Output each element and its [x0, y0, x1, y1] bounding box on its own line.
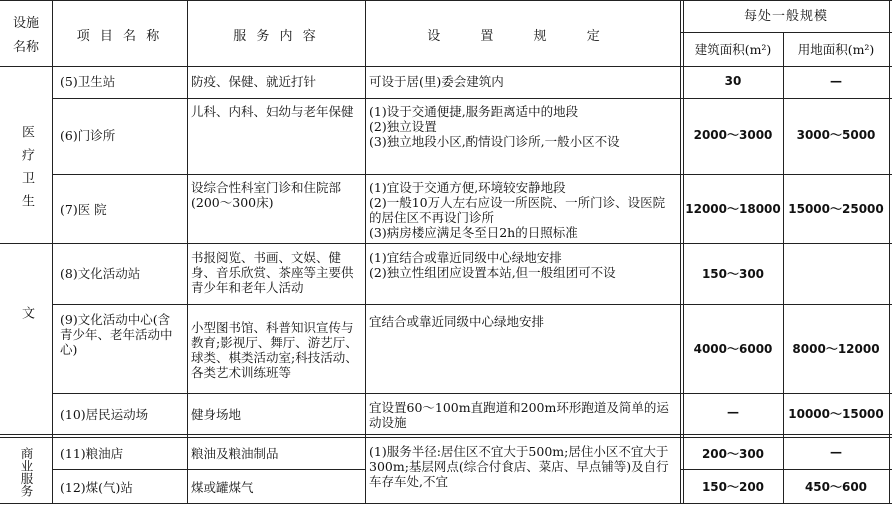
item-clinic: (6)门诊所	[60, 128, 116, 143]
rule-line: 宜设置60～100m直跑道和200m环形跑道及简单的运动设施	[369, 400, 669, 430]
building-area-clinic: 2000～3000	[693, 128, 773, 142]
rule-line: (1)服务半径:居住区不宜大于500m;居住小区不宜大于300m;基层网点(综合付食店、菜店、早点铺等)及自行车存车处,不宜	[369, 444, 669, 489]
item-hospital: (7)医 院	[60, 202, 107, 217]
header-service: 服 务 内 容	[233, 29, 319, 44]
header-rules: 设 置 规 定	[427, 29, 618, 44]
header-category	[0, 12, 52, 60]
land-area-hospital: 15000～25000	[788, 202, 884, 216]
rule-line: (2)独立设置	[369, 119, 437, 134]
building-area-culture-station: 150～300	[701, 267, 765, 281]
rules-culture-center	[369, 314, 677, 329]
rule-line: 可设于居(里)委会建筑内	[369, 74, 504, 89]
building-area-culture-center: 4000～6000	[693, 342, 773, 356]
rules-hospital	[369, 180, 677, 240]
service-clinic: 儿科、内科、妇幼与老年保健	[191, 104, 354, 119]
header-category-line1: 设施	[12, 16, 39, 31]
building-area-coal-gas-station: 150～200	[701, 480, 765, 494]
header-item: 项 目 名 称	[76, 29, 163, 44]
service-health-station: 防疫、保健、就近打针	[191, 74, 317, 89]
building-area-hospital: 12000～18000	[685, 202, 781, 216]
item-coal-gas-station: (12)煤(气)站	[60, 480, 133, 495]
rules-clinic	[369, 104, 669, 149]
rule-line: (2)独立性组团应设置本站,但一般组团可不设	[369, 265, 616, 280]
building-area-health-station: 30	[724, 74, 742, 88]
rule-line: (1)设于交通便捷,服务距离适中的地段	[369, 104, 579, 119]
land-area-culture-center: 8000～12000	[792, 342, 880, 356]
header-category-line2: 名称	[12, 40, 39, 55]
item-health-station: (5)卫生站	[60, 74, 116, 89]
service-sports-ground: 健身场地	[191, 407, 242, 422]
item-grain-shop: (11)粮油店	[60, 446, 124, 461]
service-culture-center: 小型图书馆、科普知识宣传与教育;影视厅、舞厅、游艺厅、球类、棋类活动室;科技活动、各类艺术训练班等	[191, 320, 358, 380]
rules-culture-station	[369, 250, 677, 280]
rule-line: (1)宜结合或靠近同级中心绿地安排	[369, 250, 562, 265]
rule-line: (1)宜设于交通方便,环境较安静地段	[369, 180, 566, 195]
building-area-grain-shop: 200～300	[701, 447, 765, 461]
item-sports-ground: (10)居民运动场	[60, 407, 149, 422]
category-medical: 医疗卫生	[19, 124, 34, 217]
rule-line: (3)独立地段小区,酌情设门诊所,一般小区不设	[369, 134, 620, 149]
rules-sports-ground	[369, 400, 674, 430]
rules-health-station	[369, 74, 677, 89]
land-area-grain-shop: —	[830, 445, 842, 459]
service-coal-gas-station: 煤或罐煤气	[191, 480, 254, 495]
land-area-sports-ground: 10000～15000	[788, 407, 884, 421]
rules-commerce	[369, 444, 674, 489]
rule-line: (2)一般10万人左右应设一所医院、一所门诊、设医院的居住区不再设门诊所	[369, 195, 666, 225]
land-area-coal-gas-station: 450～600	[804, 480, 868, 494]
rule-line: (3)病房楼应满足冬至日2h的日照标准	[369, 225, 578, 240]
header-scale: 每处一般规模	[743, 9, 828, 24]
land-area-clinic: 3000～5000	[796, 128, 876, 142]
building-area-sports-ground: —	[727, 405, 739, 419]
category-culture: 文	[19, 305, 34, 399]
service-grain-shop: 粮油及粮油制品	[191, 446, 279, 461]
item-culture-station: (8)文化活动站	[60, 266, 141, 281]
category-commerce: 商业服务	[19, 447, 34, 497]
header-land-area: 用地面积(m²)	[797, 42, 875, 57]
service-hospital: 设综合性科室门诊和住院部(200～300床)	[191, 180, 342, 210]
item-culture-center: (9)文化活动中心(含青少年、老年活动中心)	[60, 312, 173, 357]
land-area-health-station: —	[830, 74, 842, 88]
rule-line: 宜结合或靠近同级中心绿地安排	[369, 314, 545, 329]
header-building-area: 建筑面积(m²)	[694, 42, 772, 57]
service-culture-station: 书报阅览、书画、文娱、健身、音乐欣赏、茶座等主要供青少年和老年人活动	[191, 250, 354, 295]
